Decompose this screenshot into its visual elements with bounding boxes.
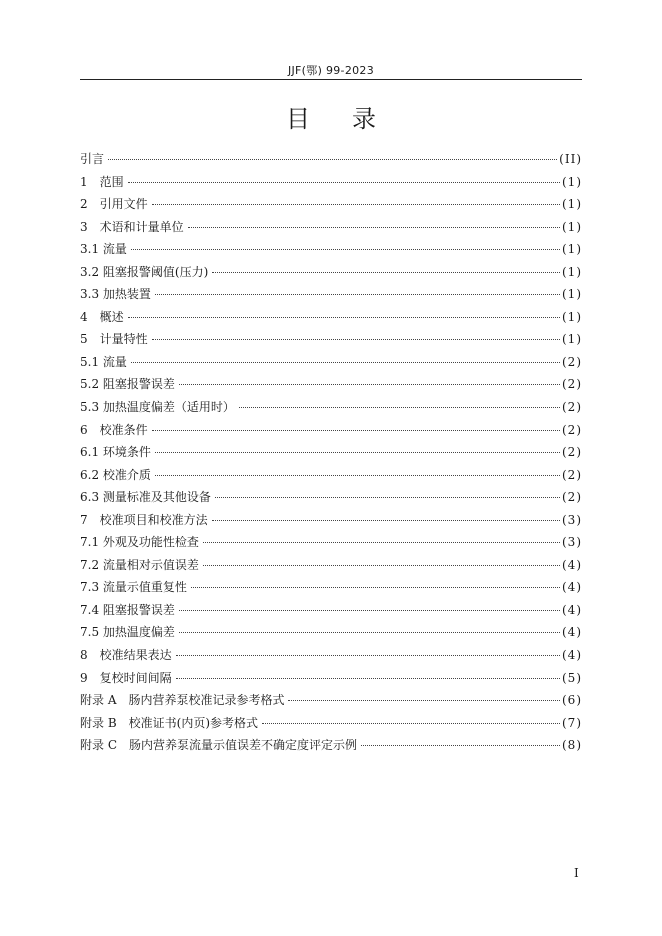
toc-entry-label: 2 引用文件 xyxy=(80,197,148,212)
toc-leader-dots xyxy=(179,632,560,633)
toc-leader-dots xyxy=(191,587,560,588)
toc-leader-dots xyxy=(179,610,560,611)
toc-entry-label: 6 校准条件 xyxy=(80,422,148,437)
toc-entry-page: (4) xyxy=(562,557,582,572)
toc-entry-label: 1 范围 xyxy=(80,174,124,189)
toc-entry-page: (1) xyxy=(562,219,582,234)
toc-leader-dots xyxy=(152,430,560,431)
toc-entry-page: (4) xyxy=(562,625,582,640)
toc-entry-label: 8 校准结果表达 xyxy=(80,648,172,663)
toc-leader-dots xyxy=(203,565,560,566)
toc-entry-label: 5.1 流量 xyxy=(80,354,127,369)
toc-leader-dots xyxy=(155,475,560,476)
toc-entry-label: 附录 B 校准证书(内页)参考格式 xyxy=(80,715,258,730)
toc-entry[interactable] xyxy=(80,306,582,329)
toc-entry-page: (1) xyxy=(562,309,582,324)
toc-leader-dots xyxy=(203,542,560,543)
toc-list xyxy=(80,148,582,757)
document-code: JJF(鄂) 99-2023 xyxy=(287,64,375,77)
toc-entry-page: (2) xyxy=(562,490,582,505)
toc-entry[interactable] xyxy=(80,216,582,239)
toc-leader-dots xyxy=(131,249,560,250)
toc-entry-label: 附录 C 肠内营养泵流量示值误差不确定度评定示例 xyxy=(80,738,357,753)
toc-entry-page: (3) xyxy=(562,535,582,550)
toc-entry[interactable] xyxy=(80,441,582,464)
toc-entry-page: (2) xyxy=(562,445,582,460)
toc-entry[interactable] xyxy=(80,576,582,599)
toc-leader-dots xyxy=(215,497,560,498)
toc-entry-label: 6.2 校准介质 xyxy=(80,467,151,482)
toc-entry[interactable] xyxy=(80,351,582,374)
toc-entry-label: 3.2 阻塞报警阈值(压力) xyxy=(80,264,209,279)
toc-entry-page: (4) xyxy=(562,580,582,595)
toc-entry[interactable] xyxy=(80,328,582,351)
toc-leader-dots xyxy=(131,362,560,363)
toc-leader-dots xyxy=(155,294,560,295)
toc-entry-label: 7.3 流量示值重复性 xyxy=(80,580,187,595)
toc-entry[interactable] xyxy=(80,419,582,442)
toc-entry-label: 引言 xyxy=(80,152,105,166)
toc-title: 目录 xyxy=(286,105,418,133)
toc-entry-page: (2) xyxy=(562,422,582,437)
toc-entry-label: 6.3 测量标准及其他设备 xyxy=(80,490,211,505)
toc-entry-label: 7.1 外观及功能性检查 xyxy=(80,535,199,550)
toc-entry-label: 5 计量特性 xyxy=(80,332,148,347)
toc-leader-dots xyxy=(212,272,560,273)
toc-entry-page: (1) xyxy=(562,242,582,257)
toc-entry-label: 7.4 阻塞报警误差 xyxy=(80,602,175,617)
toc-entry-page: (2) xyxy=(562,400,582,415)
toc-entry-page: (1) xyxy=(562,197,582,212)
toc-entry-page: (1) xyxy=(562,174,582,189)
toc-leader-dots xyxy=(152,339,560,340)
toc-entry[interactable] xyxy=(80,148,582,171)
toc-entry-label: 7.5 加热温度偏差 xyxy=(80,625,175,640)
toc-entry-label: 5.3 加热温度偏差（适用时） xyxy=(80,400,235,415)
toc-entry-page: (1) xyxy=(562,332,582,347)
toc-entry[interactable] xyxy=(80,238,582,261)
toc-entry[interactable] xyxy=(80,712,582,735)
toc-entry[interactable] xyxy=(80,667,582,690)
toc-entry-label: 5.2 阻塞报警误差 xyxy=(80,377,175,392)
toc-entry-page: (4) xyxy=(562,602,582,617)
toc-entry-page: (2) xyxy=(562,354,582,369)
toc-entry-label: 4 概述 xyxy=(80,309,124,324)
toc-entry[interactable] xyxy=(80,171,582,194)
toc-entry[interactable] xyxy=(80,193,582,216)
toc-entry[interactable] xyxy=(80,464,582,487)
toc-entry-page: (7) xyxy=(562,715,582,730)
toc-entry-page: (3) xyxy=(562,512,582,527)
toc-entry-page: (6) xyxy=(562,693,582,708)
toc-leader-dots xyxy=(152,204,560,205)
toc-entry[interactable] xyxy=(80,373,582,396)
header-divider xyxy=(80,79,582,80)
toc-leader-dots xyxy=(212,520,560,521)
toc-entry-label: 7 校准项目和校准方法 xyxy=(80,512,208,527)
toc-leader-dots xyxy=(128,317,560,318)
toc-entry-label: 7.2 流量相对示值误差 xyxy=(80,557,199,572)
toc-entry[interactable] xyxy=(80,531,582,554)
toc-entry[interactable] xyxy=(80,599,582,622)
toc-leader-dots xyxy=(361,745,560,746)
toc-entry[interactable] xyxy=(80,621,582,644)
toc-entry-label: 6.1 环境条件 xyxy=(80,445,151,460)
toc-entry-label: 9 复校时间间隔 xyxy=(80,670,172,685)
toc-entry-page: (1) xyxy=(562,287,582,302)
page-number: I xyxy=(574,866,579,880)
toc-entry-page: (8) xyxy=(562,738,582,753)
toc-leader-dots xyxy=(128,182,560,183)
toc-entry-page: (2) xyxy=(562,377,582,392)
toc-entry[interactable] xyxy=(80,261,582,284)
toc-entry-label: 3.3 加热装置 xyxy=(80,287,151,302)
toc-entry[interactable] xyxy=(80,283,582,306)
toc-entry[interactable] xyxy=(80,486,582,509)
toc-entry-page: (2) xyxy=(562,467,582,482)
toc-leader-dots xyxy=(188,227,560,228)
toc-leader-dots xyxy=(262,723,560,724)
toc-entry-page: (4) xyxy=(562,648,582,663)
toc-entry[interactable] xyxy=(80,734,582,757)
toc-entry[interactable] xyxy=(80,689,582,712)
toc-entry[interactable] xyxy=(80,554,582,577)
toc-entry-page: (5) xyxy=(562,670,582,685)
toc-entry[interactable] xyxy=(80,509,582,532)
toc-leader-dots xyxy=(179,384,560,385)
toc-leader-dots xyxy=(176,678,560,679)
toc-leader-dots xyxy=(176,655,560,656)
toc-leader-dots xyxy=(155,452,560,453)
toc-entry[interactable] xyxy=(80,644,582,667)
toc-entry-page: (1) xyxy=(562,264,582,279)
toc-entry-page: (II) xyxy=(559,152,582,166)
toc-entry-label: 3 术语和计量单位 xyxy=(80,219,184,234)
toc-leader-dots xyxy=(288,700,560,701)
toc-leader-dots xyxy=(239,407,560,408)
toc-entry-label: 3.1 流量 xyxy=(80,242,127,257)
toc-entry[interactable] xyxy=(80,396,582,419)
toc-leader-dots xyxy=(108,159,557,160)
toc-entry-label: 附录 A 肠内营养泵校准记录参考格式 xyxy=(80,693,285,708)
